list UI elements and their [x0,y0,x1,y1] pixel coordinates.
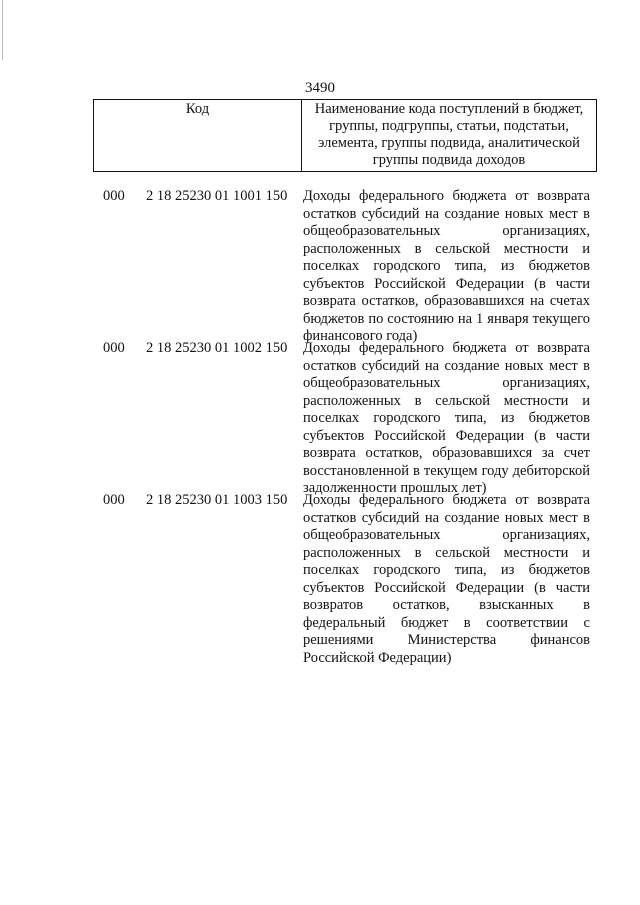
table-header [93,99,597,172]
header-code-column: Код [94,100,302,171]
page-number: 3490 [305,80,335,96]
row-description: Доходы федерального бюджета от возврата остатков субсидий на создание новых мест в общеобразовательных организациях, расположенных в сельской местности и поселках городского типа, из бюджетов субъектов Российской Федерации (в части возврата остатков, образовавшихся на счетах бюджетов по состоянию на 1 января текущего финансового года) [303,188,590,344]
row-admin-code: 000 [103,188,125,204]
row-description: Доходы федерального бюджета от возврата остатков субсидий на создание новых мест в общеобразовательных организациях, расположенных в сельской местности и поселках городского типа, из бюджетов субъектов Российской Федерации (в части возвратов остатков, взысканных в федеральный бюджет в соответствии с решениями Министерства финансов Российской Федерации) [303,492,590,666]
row-budget-code: 2 18 25230 01 1002 150 [146,340,288,356]
row-admin-code: 000 [103,340,125,356]
row-description: Доходы федерального бюджета от возврата остатков субсидий на создание новых мест в общеобразовательных организациях, расположенных в сельской местности и поселках городского типа, из бюджетов субъектов Российской Федерации (в части возврата остатков, образовавшихся за счет восстановленной в текущем году дебиторской задолженности прошлых лет) [303,340,590,496]
row-budget-code: 2 18 25230 01 1001 150 [146,188,288,204]
row-admin-code: 000 [103,492,125,508]
scan-margin-line [2,0,3,60]
row-budget-code: 2 18 25230 01 1003 150 [146,492,288,508]
header-name-column: Наименование кода поступлений в бюджет, группы, подгруппы, статьи, подстатьи, элемента, группы подвида, аналитической группы подвида доходов [314,101,584,168]
